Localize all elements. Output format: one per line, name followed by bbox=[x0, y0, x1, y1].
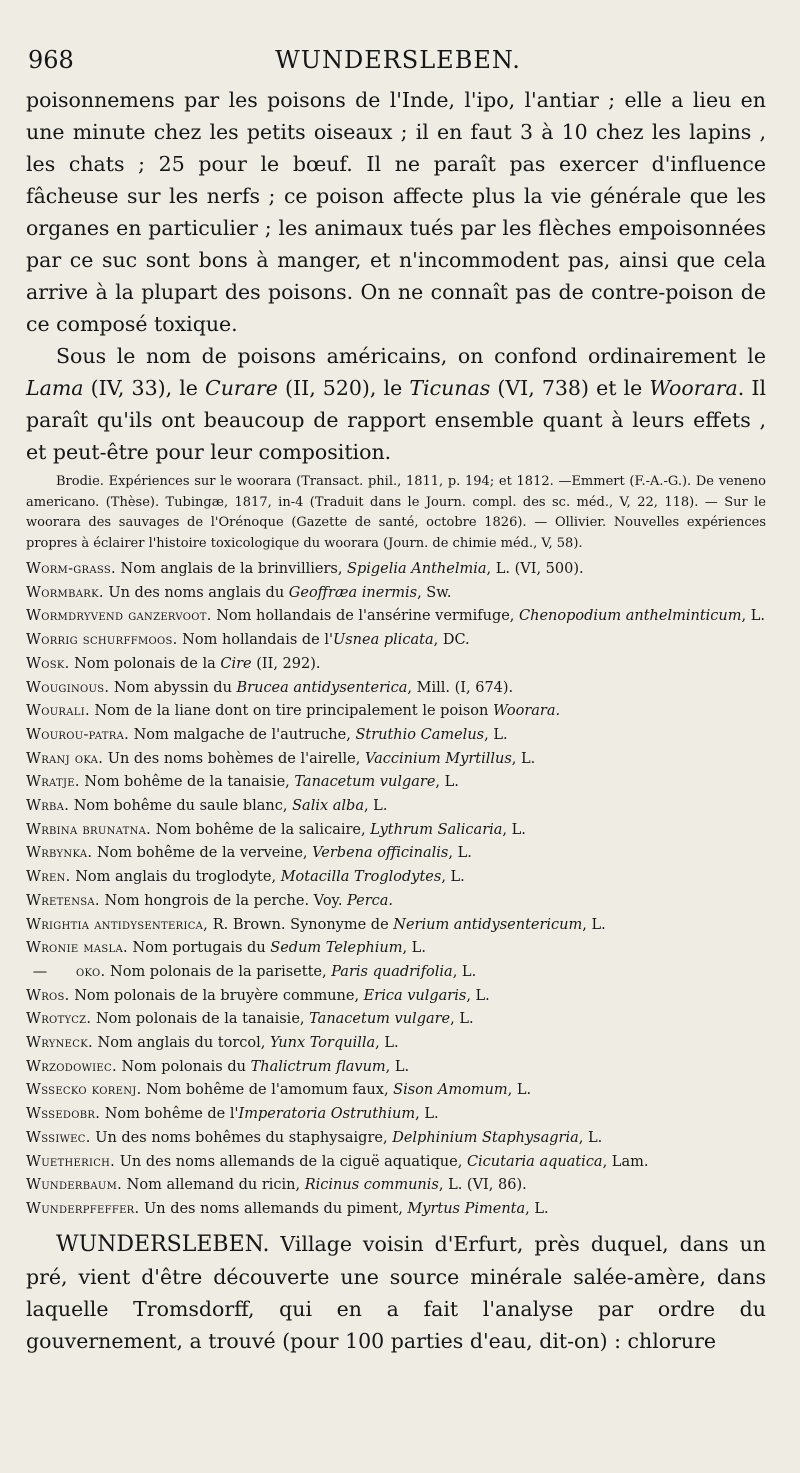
entry-tail: , L. bbox=[402, 940, 426, 957]
entry-definition: Nom bohême du saule blanc, bbox=[69, 798, 293, 815]
entry-tail: , L. bbox=[466, 987, 490, 1004]
entry-definition: Un des noms anglais du bbox=[103, 584, 289, 601]
entry-term: Wronie masla. bbox=[26, 940, 128, 957]
entry-tail: , L. bbox=[441, 869, 465, 886]
entry-term: Wosk. bbox=[26, 655, 70, 672]
entry-definition: R. Brown. Synonyme de bbox=[208, 916, 394, 933]
dictionary-entry bbox=[26, 914, 766, 938]
entry-tail: , L. (VI, 500). bbox=[486, 561, 584, 577]
entry-latin-name: Salix alba bbox=[292, 798, 364, 815]
entry-definition: Nom polonais de la parisette, bbox=[105, 963, 332, 980]
entry-latin-name: Imperatoria Ostruthium bbox=[238, 1106, 416, 1123]
entry-definition: Nom portugais du bbox=[127, 940, 271, 957]
entry-definition: Un des noms bohèmes de l'airelle, bbox=[103, 750, 365, 767]
entry-latin-name: Sedum Telephium bbox=[270, 940, 403, 957]
entry-definition: Nom bohême de la tanaisie, bbox=[79, 774, 295, 791]
p2-lama: Lama bbox=[26, 376, 84, 400]
entry-latin-name: Ricinus communis bbox=[304, 1177, 439, 1194]
entry-latin-name: Cire bbox=[220, 655, 252, 672]
entry-term: Worm-grass. bbox=[26, 561, 116, 577]
p2-curare: Curare bbox=[205, 376, 278, 400]
entry-definition: Nom anglais du torcol, bbox=[92, 1035, 270, 1052]
page-header bbox=[28, 46, 768, 78]
entry-definition: Nom abyssin du bbox=[109, 679, 237, 696]
dictionary-entry bbox=[26, 1056, 766, 1080]
entry-tail: , Lam. bbox=[602, 1153, 649, 1170]
entry-term: oko. bbox=[76, 963, 106, 980]
page-number: 968 bbox=[28, 46, 74, 74]
entry-term: Wren. bbox=[26, 869, 71, 886]
dictionary-entry bbox=[26, 819, 766, 843]
entry-definition: Nom bohême de l'amomum faux, bbox=[141, 1082, 394, 1099]
running-title: WUNDERSLEBEN. bbox=[275, 46, 521, 74]
dictionary-entry bbox=[26, 890, 766, 914]
entry-definition: Nom hollandais de l'ansérine vermifuge, bbox=[211, 608, 520, 625]
entry-tail: , L. bbox=[507, 1082, 532, 1099]
entry-latin-name: Tanacetum vulgare bbox=[309, 1011, 451, 1028]
entry-definition: Nom anglais de la brinvilliers, bbox=[115, 561, 348, 577]
entry-term: Wssecko korenj. bbox=[26, 1082, 142, 1099]
dictionary-entry bbox=[26, 1174, 766, 1198]
entry-latin-name: Sison Amomum bbox=[393, 1082, 508, 1099]
entry-wundersleben-term: WUNDERSLEBEN. bbox=[56, 1231, 270, 1257]
entry-term: Wrzodowiec. bbox=[26, 1058, 117, 1075]
bibliography-note: Brodie. Expériences sur le woorara (Transact. phil., 1811, p. 194; et 1812. —Emmert (F.-A.-G.). De veneno americano. (Thèse). Tubingæ, 1817, in-4 (Traduit dans le Journ. compl. des sc. méd., V, 22, 118). — Sur le woorara des sauvages de l'Orénoque (Gazette de santé, octobre 1826). — Ollivier. Nouvelles expériences propres à éclairer l'histoire toxicologique du woorara (Journ. de chimie méd., V, 58). bbox=[26, 474, 766, 551]
entry-term: Wssiwec. bbox=[26, 1129, 91, 1146]
paragraph-continued: poisonnemens par les poisons de l'Inde, l'ipo, l'antiar ; elle a lieu en une minute chez les petits oiseaux ; il en faut 3 à 10 chez les lapins , les chats ; 25 pour le bœuf. Il ne paraît pas exercer d'influence fâcheuse sur les nerfs ; ce poison affecte plus la vie générale que les organes en particulier ; les animaux tués par les flèches empoisonnées par ce suc sont bons à manger, et n'incommodent pas, ainsi que cela arrive à la plupart des poisons. On ne connaît pas de contre-poison de ce composé toxique. bbox=[26, 88, 766, 336]
entry-term: Wrightia antidysenterica, bbox=[26, 916, 209, 933]
entry-tail: , Sw. bbox=[417, 584, 452, 601]
p2-rest: . Il paraît qu'ils ont beaucoup de rapport ensemble quant à leurs effets , et peut-être pour leur composition. bbox=[26, 376, 767, 464]
dictionary-entry bbox=[26, 724, 766, 748]
dictionary-entry bbox=[26, 961, 766, 985]
entry-tail: , L. bbox=[502, 821, 526, 838]
entry-term: Wunderpfeffer. bbox=[26, 1200, 140, 1217]
entry-latin-name: Brucea antidysenterica bbox=[236, 679, 408, 696]
entry-term: Wrbina brunatna. bbox=[26, 821, 152, 838]
dictionary-entries bbox=[26, 558, 766, 1222]
dictionary-entry bbox=[26, 629, 766, 653]
entry-latin-name: Erica vulgaris bbox=[363, 987, 467, 1004]
entry-latin-name: Yunx Torquilla bbox=[269, 1035, 376, 1052]
entry-tail: , Mill. (I, 674). bbox=[407, 679, 514, 696]
entry-definition: Nom anglais du troglodyte, bbox=[70, 869, 281, 886]
entry-definition: Nom bohême de l' bbox=[100, 1106, 239, 1123]
entry-latin-name: Geoffræa inermis bbox=[288, 584, 418, 601]
entry-latin-name: Paris quadrifolia bbox=[331, 963, 453, 980]
dictionary-entry bbox=[26, 985, 766, 1009]
dictionary-entry bbox=[26, 558, 766, 582]
dictionary-entry bbox=[26, 937, 766, 961]
dictionary-entry bbox=[26, 1008, 766, 1032]
entry-latin-name: Nerium antidysentericum bbox=[393, 916, 583, 933]
p2-woorara: Woorara bbox=[649, 376, 738, 400]
dictionary-entry bbox=[26, 582, 766, 606]
entry-term: Wunderbaum. bbox=[26, 1177, 123, 1194]
entry-term: Wormbark. bbox=[26, 584, 104, 601]
entry-tail: , L. bbox=[435, 774, 459, 791]
p2-ref-ticunas: (VI, 738) et le bbox=[490, 376, 650, 400]
entry-term: Wrba. bbox=[26, 798, 70, 815]
entry-term: Wuetherich. bbox=[26, 1153, 116, 1170]
dictionary-entry bbox=[26, 1032, 766, 1056]
entry-term: Wouginous. bbox=[26, 679, 110, 696]
entry-tail: , L. bbox=[525, 1200, 549, 1217]
entry-latin-name: Woorara. bbox=[492, 703, 561, 720]
entry-latin-name: Struthio Camelus bbox=[355, 726, 485, 743]
entry-latin-name: Motacilla Troglodytes bbox=[280, 869, 442, 886]
dictionary-entry bbox=[26, 1103, 766, 1127]
entry-latin-name: Chenopodium anthelminticum bbox=[519, 608, 742, 625]
entry-tail: , L. bbox=[363, 798, 388, 815]
entry-tail: , L. bbox=[450, 1011, 474, 1028]
entry-term: Wranj oka. bbox=[26, 750, 104, 767]
page-body bbox=[26, 84, 766, 1357]
entry-term: Wssedobr. bbox=[26, 1106, 101, 1123]
entry-definition: Nom polonais du bbox=[116, 1058, 251, 1075]
dictionary-entry bbox=[26, 771, 766, 795]
entry-latin-name: Spigelia Anthelmia bbox=[347, 561, 487, 577]
dictionary-entry bbox=[26, 748, 766, 772]
dictionary-entry bbox=[26, 866, 766, 890]
dictionary-entry bbox=[26, 842, 766, 866]
dictionary-entry bbox=[26, 1198, 766, 1222]
entry-term: Wourali. bbox=[26, 703, 90, 720]
entry-definition: Un des noms allemands du piment, bbox=[139, 1200, 408, 1217]
dictionary-entry bbox=[26, 1127, 766, 1151]
entry-tail: (II, 292). bbox=[251, 655, 321, 672]
ditto-dash: — bbox=[32, 963, 48, 980]
entry-latin-name: Cicutaria aquatica bbox=[466, 1153, 603, 1170]
entry-term: Wryneck. bbox=[26, 1035, 93, 1052]
entry-tail: , L. bbox=[448, 845, 472, 862]
entry-term: Wratje. bbox=[26, 774, 80, 791]
entry-term: Worrig schurffmoos. bbox=[26, 632, 178, 649]
entry-definition: Un des noms bohêmes du staphysaigre, bbox=[90, 1129, 393, 1146]
entry-tail: , L. bbox=[385, 1058, 410, 1075]
entry-term: Wrotycz. bbox=[26, 1011, 92, 1028]
p2-intro: Sous le nom de poisons américains, on confond ordinairement le bbox=[56, 344, 766, 368]
entry-definition: Nom bohême de la salicaire, bbox=[151, 821, 371, 838]
entry-definition: Nom de la liane dont on tire principalement le poison bbox=[89, 703, 493, 720]
entry-term: Wormdryvend ganzervoot. bbox=[26, 608, 212, 625]
entry-latin-name: Lythrum Salicaria bbox=[370, 821, 503, 838]
entry-definition: Un des noms allemands de la ciguë aquatique, bbox=[115, 1153, 467, 1170]
entry-tail: , L. bbox=[415, 1106, 439, 1123]
p2-ref-curare: (II, 520), le bbox=[277, 376, 410, 400]
entry-definition: Nom allemand du ricin, bbox=[122, 1177, 305, 1194]
dictionary-entry bbox=[26, 700, 766, 724]
entry-term: Wourou-patra. bbox=[26, 726, 129, 743]
entry-latin-name: Vaccinium Myrtillus bbox=[364, 750, 512, 767]
entry-definition: Nom hollandais de l' bbox=[177, 632, 333, 649]
entry-definition: Nom malgache de l'autruche, bbox=[129, 726, 356, 743]
entry-tail: , L. bbox=[511, 750, 536, 767]
dictionary-entry bbox=[26, 605, 766, 629]
p2-ref-lama: (IV, 33), le bbox=[83, 376, 206, 400]
entry-latin-name: Perca. bbox=[347, 892, 394, 909]
paragraph-american-poisons bbox=[26, 340, 766, 468]
entry-latin-name: Verbena officinalis bbox=[312, 845, 449, 862]
entry-wundersleben bbox=[26, 1228, 766, 1357]
entry-definition: Nom polonais de la bbox=[69, 655, 221, 672]
p2-ticunas: Ticunas bbox=[409, 376, 491, 400]
dictionary-entry bbox=[26, 1151, 766, 1175]
entry-tail: , L. bbox=[741, 608, 765, 625]
entry-latin-name: Tanacetum vulgare bbox=[294, 774, 436, 791]
entry-latin-name: Usnea plicata bbox=[332, 632, 434, 649]
entry-latin-name: Thalictrum flavum bbox=[250, 1058, 386, 1075]
dictionary-entry bbox=[26, 1079, 766, 1103]
entry-definition: Nom hongrois de la perche. Voy. bbox=[99, 892, 348, 909]
dictionary-entry bbox=[26, 653, 766, 677]
entry-tail: , L. bbox=[375, 1035, 399, 1052]
entry-tail: , L. (VI, 86). bbox=[438, 1177, 527, 1194]
entry-definition: Nom bohême de la verveine, bbox=[92, 845, 313, 862]
entry-latin-name: Myrtus Pimenta bbox=[407, 1200, 526, 1217]
entry-tail: , DC. bbox=[433, 632, 470, 649]
entry-term: Wros. bbox=[26, 987, 70, 1004]
dictionary-entry bbox=[26, 795, 766, 819]
entry-term: Wrbynka. bbox=[26, 845, 93, 862]
entry-tail: , L. bbox=[452, 963, 477, 980]
entry-tail: , L. bbox=[582, 916, 606, 933]
entry-definition: Nom polonais de la tanaisie, bbox=[91, 1011, 310, 1028]
entry-term: Wretensa. bbox=[26, 892, 100, 909]
entry-latin-name: Delphinium Staphysagria bbox=[392, 1129, 579, 1146]
entry-tail: , L. bbox=[578, 1129, 603, 1146]
entry-wundersleben-text: Village voisin d'Erfurt, près duquel, dans un pré, vient d'être découverte une source minérale salée-amère, dans laquelle Tromsdorff, qui en a fait l'analyse par ordre du gouvernement, a trouvé (pour 100 parties d'eau, dit-on) : chlorure bbox=[26, 1231, 766, 1353]
dictionary-entry bbox=[26, 677, 766, 701]
entry-definition: Nom polonais de la bruyère commune, bbox=[69, 987, 364, 1004]
entry-tail: , L. bbox=[484, 726, 508, 743]
